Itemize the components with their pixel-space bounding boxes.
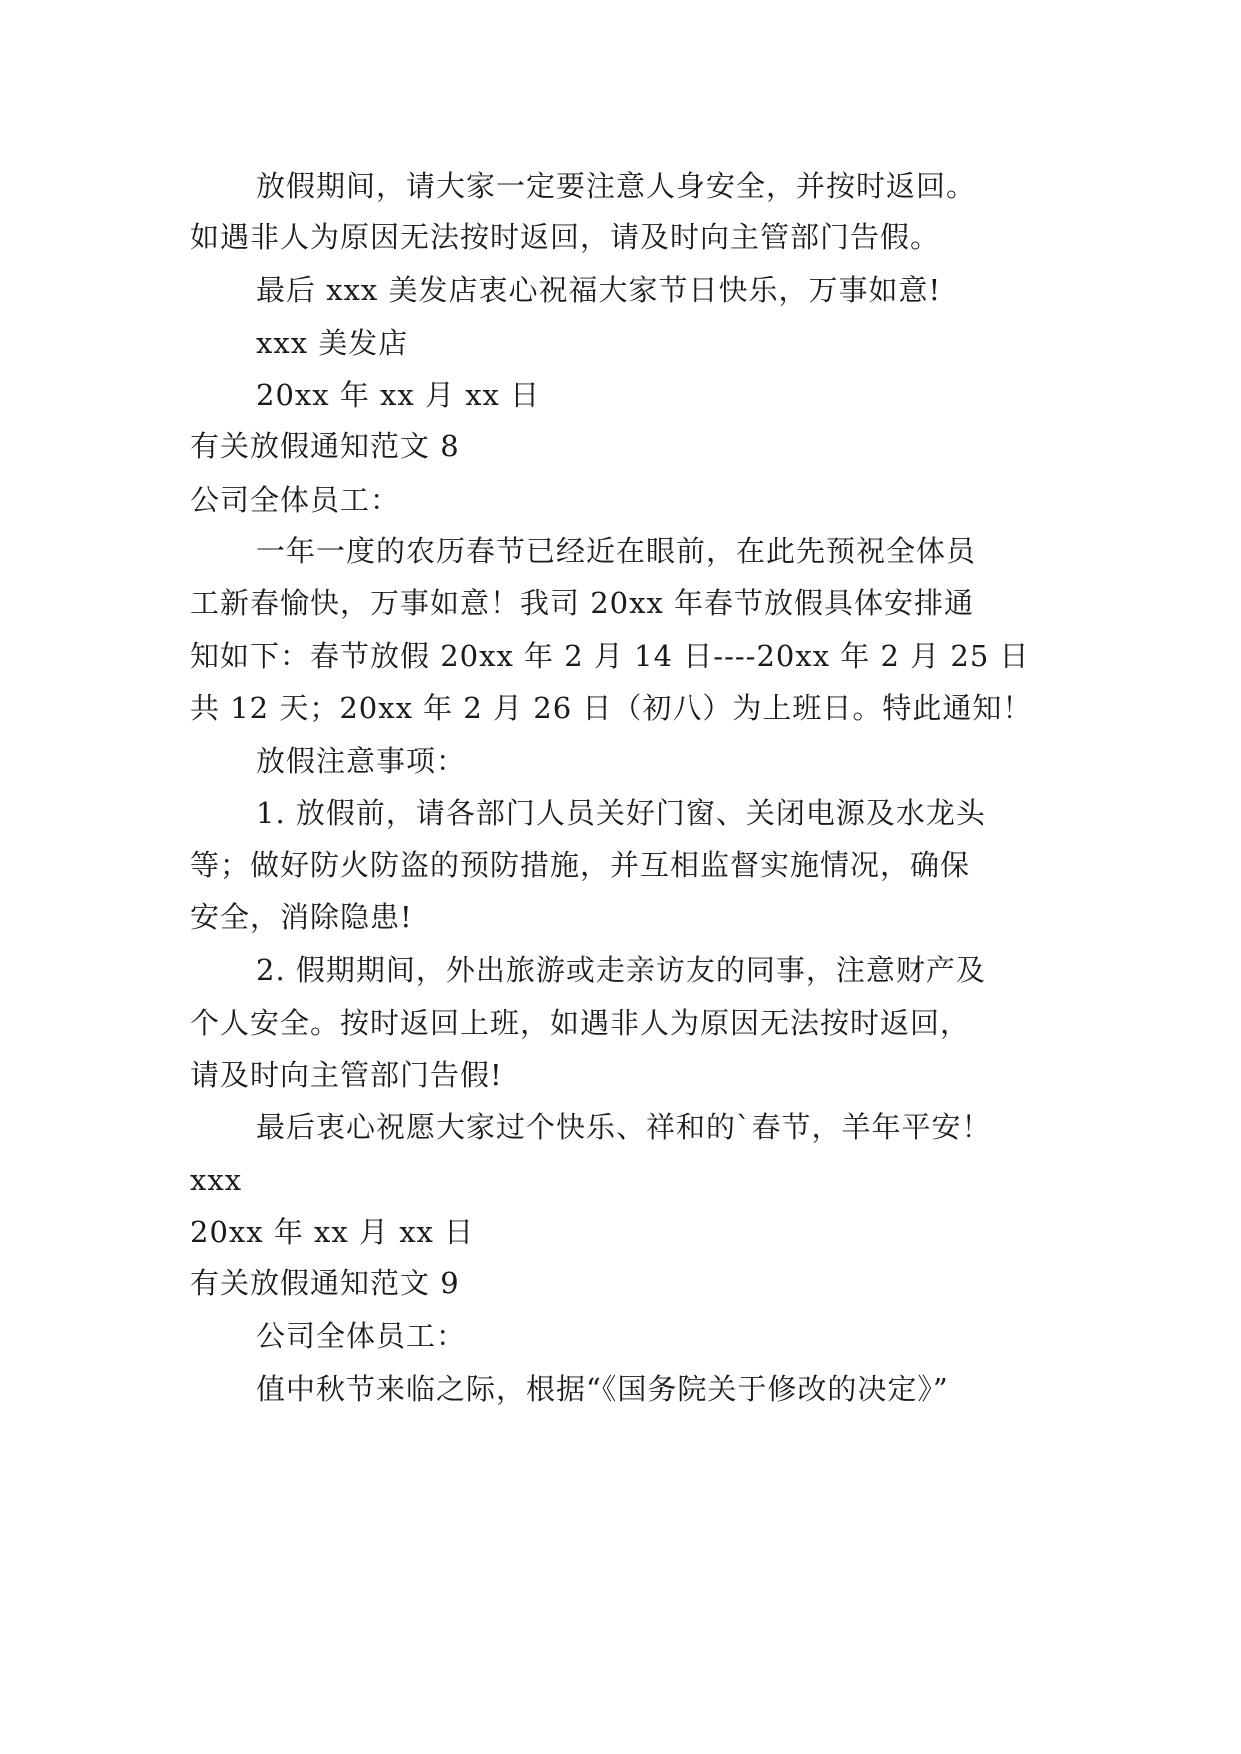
list-item-line: 等；做好防火防盗的预防措施，并互相监督实施情况，确保 — [190, 848, 971, 882]
paragraph-line: 值中秋节来临之际，根据“《国务院关于修改的决定》” — [256, 1372, 949, 1406]
list-item-line: 1. 放假前，请各部门人员关好门窗、关闭电源及水龙头 — [256, 796, 986, 830]
paragraph-line: 最后 xxx 美发店衷心祝福大家节日快乐，万事如意! — [256, 273, 942, 307]
list-item-line: 个人安全。按时返回上班，如遇非人为原因无法按时返回， — [190, 1006, 971, 1040]
paragraph-line: 最后衷心祝愿大家过个快乐、祥和的`春节，羊年平安！ — [256, 1110, 992, 1144]
date-line: 20xx 年 xx 月 xx 日 — [256, 378, 541, 412]
date-line: 20xx 年 xx 月 xx 日 — [190, 1215, 475, 1249]
paragraph-line: 工新春愉快，万事如意！我司 20xx 年春节放假具体安排通 — [190, 586, 975, 620]
paragraph-line: 放假期间，请大家一定要注意人身安全，并按时返回。 — [256, 169, 977, 203]
list-item-line: 2. 假期期间，外出旅游或走亲访友的同事，注意财产及 — [256, 953, 986, 987]
salutation-line: 公司全体员工： — [190, 483, 401, 517]
list-item-line: 安全，消除隐患! — [190, 900, 413, 934]
paragraph-line: 如遇非人为原因无法按时返回，请及时向主管部门告假。 — [190, 220, 941, 254]
list-item-line: 请及时向主管部门告假! — [190, 1058, 503, 1092]
paragraph-line: 放假注意事项： — [256, 744, 467, 778]
section-title: 有关放假通知范文 8 — [190, 429, 460, 463]
signature-line: xxx — [190, 1163, 243, 1197]
salutation-line: 公司全体员工： — [256, 1319, 467, 1353]
paragraph-line: 知如下：春节放假 20xx 年 2 月 14 日----20xx 年 2 月 25 日 — [190, 639, 1030, 673]
paragraph-line: 一年一度的农历春节已经近在眼前，在此先预祝全体员 — [256, 534, 977, 568]
section-title: 有关放假通知范文 9 — [190, 1266, 460, 1300]
signature-line: xxx 美发店 — [256, 326, 409, 360]
paragraph-line: 共 12 天；20xx 年 2 月 26 日（初八）为上班日。特此通知！ — [190, 691, 1033, 725]
